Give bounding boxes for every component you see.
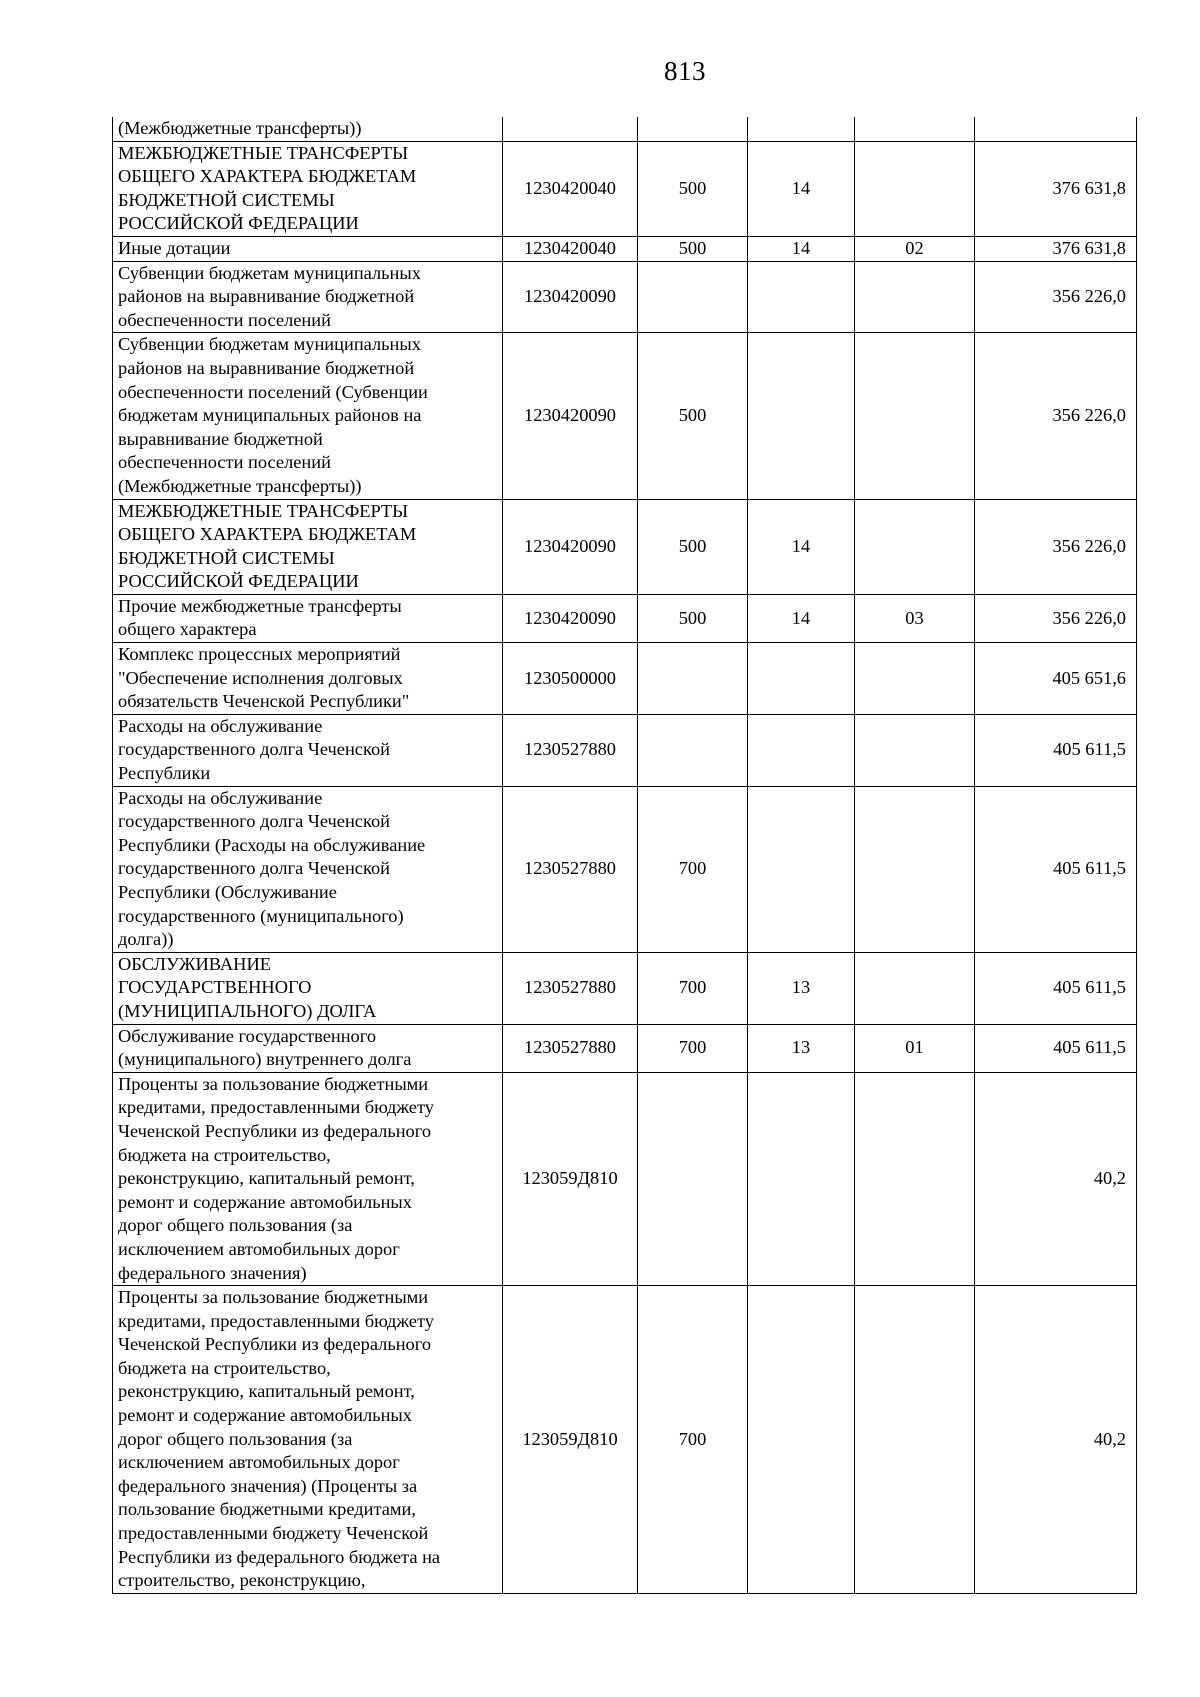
expense-name-text: Комплекс процессных мероприятий "Обеспечение исполнения долговых обязательств Чеченской Республики" — [118, 644, 410, 712]
amount-text: 356 226,0 — [1052, 286, 1126, 307]
target-article-code-text: 1230420090 — [524, 535, 616, 556]
expense-name-cell — [113, 333, 503, 499]
section-code-text: 14 — [791, 535, 811, 556]
section-code-cell — [748, 1072, 855, 1285]
amount-cell — [975, 952, 1137, 1024]
expense-type-code-text: 700 — [678, 858, 707, 879]
expense-name-cell — [113, 117, 503, 141]
subsection-code-cell — [855, 1024, 975, 1072]
expense-name-text: Проценты за пользование бюджетными кредитами, предоставленными бюджету Чеченской Республики из федерального бюджета на строительство, реконструкцию, капитальный ремонт, ремонт и содержание автомобильных дорог общего пользования (за исключением автомобильных дорог федерального значения) (Проценты за пользование бюджетными кредитами, предоставленными бюджету Чеченской Республики из федерального бюджета на строительство, реконструкцию, — [118, 1287, 441, 1591]
expense-type-code-cell — [638, 141, 748, 236]
section-code-text: 13 — [791, 977, 811, 998]
section-code-cell — [748, 261, 855, 333]
target-article-code-cell — [503, 236, 638, 261]
expense-name-text: ОБСЛУЖИВАНИЕ ГОСУДАРСТВЕННОГО (МУНИЦИПАЛЬНОГО) ДОЛГА — [118, 953, 377, 1021]
expense-name-cell — [113, 714, 503, 786]
expense-name-cell — [113, 786, 503, 952]
amount-cell — [975, 499, 1137, 594]
target-article-code-text: 123059Д810 — [522, 1428, 618, 1449]
target-article-code-text: 1230420090 — [524, 286, 616, 307]
amount-text: 356 226,0 — [1052, 405, 1126, 426]
expense-name-text: МЕЖБЮДЖЕТНЫЕ ТРАНСФЕРТЫ ОБЩЕГО ХАРАКТЕРА БЮДЖЕТАМ БЮДЖЕТНОЙ СИСТЕМЫ РОССИЙСКОЙ ФЕДЕРАЦИИ — [118, 500, 417, 592]
target-article-code-cell — [503, 786, 638, 952]
amount-text: 356 226,0 — [1052, 535, 1126, 556]
table-row — [113, 594, 1137, 642]
subsection-code-text: 01 — [905, 1037, 924, 1058]
expense-name-cell — [113, 952, 503, 1024]
table-row — [113, 499, 1137, 594]
amount-cell — [975, 786, 1137, 952]
expense-type-code-cell — [638, 714, 748, 786]
subsection-code-cell — [855, 594, 975, 642]
expense-name-text: Расходы на обслуживание государственного долга Чеченской Республики — [118, 715, 391, 784]
expense-name-text: Иные дотации — [118, 237, 231, 258]
expense-type-code-cell — [638, 643, 748, 715]
target-article-code-cell — [503, 117, 638, 141]
expense-name-text: Обслуживание государственного (муниципального) внутреннего долга — [118, 1025, 412, 1070]
section-code-cell — [748, 141, 855, 236]
expense-type-code-text: 500 — [678, 405, 707, 426]
expense-type-code-text: 500 — [678, 237, 707, 258]
page-number: 813 — [664, 56, 706, 86]
amount-text: 405 611,5 — [1053, 739, 1126, 760]
target-article-code-text: 1230420090 — [524, 405, 616, 426]
expense-type-code-text: 500 — [678, 177, 707, 198]
expense-type-code-cell — [638, 786, 748, 952]
table-row — [113, 1024, 1137, 1072]
table-row — [113, 643, 1137, 715]
expense-name-text: Субвенции бюджетам муниципальных районов на выравнивание бюджетной обеспеченности поселений (Субвенции бюджетам муниципальных районов на выравнивание бюджетной обеспеченности поселений (Межбюджетные трансферты)) — [118, 334, 428, 496]
target-article-code-cell — [503, 499, 638, 594]
section-code-text: 13 — [791, 1037, 811, 1058]
subsection-code-cell — [855, 952, 975, 1024]
target-article-code-cell — [503, 643, 638, 715]
expense-name-text: (Межбюджетные трансферты)) — [118, 118, 362, 138]
section-code-cell — [748, 1286, 855, 1594]
expense-name-cell — [113, 141, 503, 236]
section-code-cell — [748, 714, 855, 786]
amount-cell — [975, 141, 1137, 236]
subsection-code-cell — [855, 643, 975, 715]
section-code-cell — [748, 952, 855, 1024]
subsection-code-cell — [855, 714, 975, 786]
expense-type-code-cell — [638, 952, 748, 1024]
target-article-code-cell — [503, 1286, 638, 1594]
subsection-code-cell — [855, 236, 975, 261]
subsection-code-cell — [855, 499, 975, 594]
expense-type-code-text: 500 — [678, 607, 707, 628]
expense-type-code-cell — [638, 1286, 748, 1594]
target-article-code-text: 1230527880 — [524, 858, 616, 879]
subsection-code-cell — [855, 117, 975, 141]
expense-name-cell — [113, 499, 503, 594]
target-article-code-text: 1230420040 — [524, 177, 616, 198]
amount-text: 40,2 — [1093, 1168, 1126, 1189]
amount-cell — [975, 117, 1137, 141]
expense-type-code-text: 700 — [678, 1037, 707, 1058]
amount-text: 405 611,5 — [1053, 1037, 1126, 1058]
target-article-code-cell — [503, 952, 638, 1024]
expense-name-cell — [113, 594, 503, 642]
section-code-cell — [748, 117, 855, 141]
subsection-code-cell — [855, 333, 975, 499]
expense-name-text: МЕЖБЮДЖЕТНЫЕ ТРАНСФЕРТЫ ОБЩЕГО ХАРАКТЕРА БЮДЖЕТАМ БЮДЖЕТНОЙ СИСТЕМЫ РОССИЙСКОЙ ФЕДЕРАЦИИ — [118, 142, 417, 234]
expense-type-code-text: 700 — [678, 1428, 707, 1449]
amount-text: 376 631,8 — [1052, 237, 1126, 258]
table-row — [113, 117, 1137, 141]
target-article-code-cell — [503, 333, 638, 499]
expense-type-code-cell — [638, 117, 748, 141]
amount-text: 376 631,8 — [1052, 177, 1126, 198]
section-code-text: 14 — [791, 177, 811, 198]
expense-name-cell — [113, 643, 503, 715]
target-article-code-text: 1230527880 — [524, 977, 616, 998]
target-article-code-text: 1230527880 — [524, 1037, 616, 1058]
expense-name-text: Субвенции бюджетам муниципальных районов на выравнивание бюджетной обеспеченности поселений — [118, 262, 421, 330]
subsection-code-cell — [855, 1286, 975, 1594]
expense-type-code-cell — [638, 261, 748, 333]
table-row — [113, 952, 1137, 1024]
amount-cell — [975, 643, 1137, 715]
section-code-cell — [748, 643, 855, 715]
subsection-code-text: 03 — [905, 607, 924, 628]
budget-table — [112, 117, 1137, 1594]
amount-cell — [975, 1286, 1137, 1594]
amount-cell — [975, 594, 1137, 642]
table-row — [113, 333, 1137, 499]
subsection-code-text: 02 — [905, 237, 924, 258]
expense-name-text: Проценты за пользование бюджетными кредитами, предоставленными бюджету Чеченской Республики из федерального бюджета на строительство, реконструкцию, капитальный ремонт, ремонт и содержание автомобильных дорог общего пользования (за исключением автомобильных дорог федерального значения) — [118, 1073, 434, 1283]
target-article-code-text: 1230420090 — [524, 607, 616, 628]
section-code-cell — [748, 594, 855, 642]
target-article-code-cell — [503, 714, 638, 786]
amount-text: 405 611,5 — [1053, 977, 1126, 998]
amount-cell — [975, 1072, 1137, 1285]
amount-cell — [975, 714, 1137, 786]
table-row — [113, 714, 1137, 786]
target-article-code-text: 1230500000 — [524, 667, 616, 688]
expense-type-code-text: 700 — [678, 977, 707, 998]
target-article-code-cell — [503, 261, 638, 333]
table-row — [113, 1072, 1137, 1285]
expense-name-cell — [113, 261, 503, 333]
amount-cell — [975, 333, 1137, 499]
subsection-code-cell — [855, 786, 975, 952]
expense-name-text: Расходы на обслуживание государственного долга Чеченской Республики (Расходы на обслуживание государственного долга Чеченской Республики (Обслуживание государственного (муниципального) долга)) — [118, 787, 426, 950]
amount-text: 405 651,6 — [1052, 667, 1126, 688]
target-article-code-cell — [503, 141, 638, 236]
section-code-cell — [748, 1024, 855, 1072]
section-code-cell — [748, 786, 855, 952]
expense-type-code-text: 500 — [678, 535, 707, 556]
expense-type-code-cell — [638, 236, 748, 261]
target-article-code-cell — [503, 1072, 638, 1285]
amount-text: 405 611,5 — [1053, 858, 1126, 879]
amount-cell — [975, 261, 1137, 333]
expense-type-code-cell — [638, 333, 748, 499]
expense-name-cell — [113, 236, 503, 261]
section-code-text: 14 — [791, 237, 811, 258]
target-article-code-text: 123059Д810 — [522, 1168, 618, 1189]
amount-text: 40,2 — [1093, 1428, 1126, 1449]
table-row — [113, 141, 1137, 236]
section-code-text: 14 — [791, 607, 811, 628]
expense-type-code-cell — [638, 1072, 748, 1285]
amount-cell — [975, 236, 1137, 261]
target-article-code-cell — [503, 1024, 638, 1072]
table-row — [113, 1286, 1137, 1594]
table-row — [113, 236, 1137, 261]
expense-name-cell — [113, 1024, 503, 1072]
subsection-code-cell — [855, 261, 975, 333]
section-code-cell — [748, 333, 855, 499]
table-row — [113, 261, 1137, 333]
expense-type-code-cell — [638, 594, 748, 642]
expense-name-cell — [113, 1072, 503, 1285]
amount-text: 356 226,0 — [1052, 607, 1126, 628]
subsection-code-cell — [855, 1072, 975, 1285]
section-code-cell — [748, 499, 855, 594]
amount-cell — [975, 1024, 1137, 1072]
target-article-code-text: 1230420040 — [524, 237, 616, 258]
target-article-code-text: 1230527880 — [524, 739, 616, 760]
expense-name-cell — [113, 1286, 503, 1594]
subsection-code-cell — [855, 141, 975, 236]
expense-type-code-cell — [638, 499, 748, 594]
expense-type-code-cell — [638, 1024, 748, 1072]
target-article-code-cell — [503, 594, 638, 642]
expense-name-text: Прочие межбюджетные трансферты общего характера — [118, 595, 402, 640]
table-row — [113, 786, 1137, 952]
section-code-cell — [748, 236, 855, 261]
